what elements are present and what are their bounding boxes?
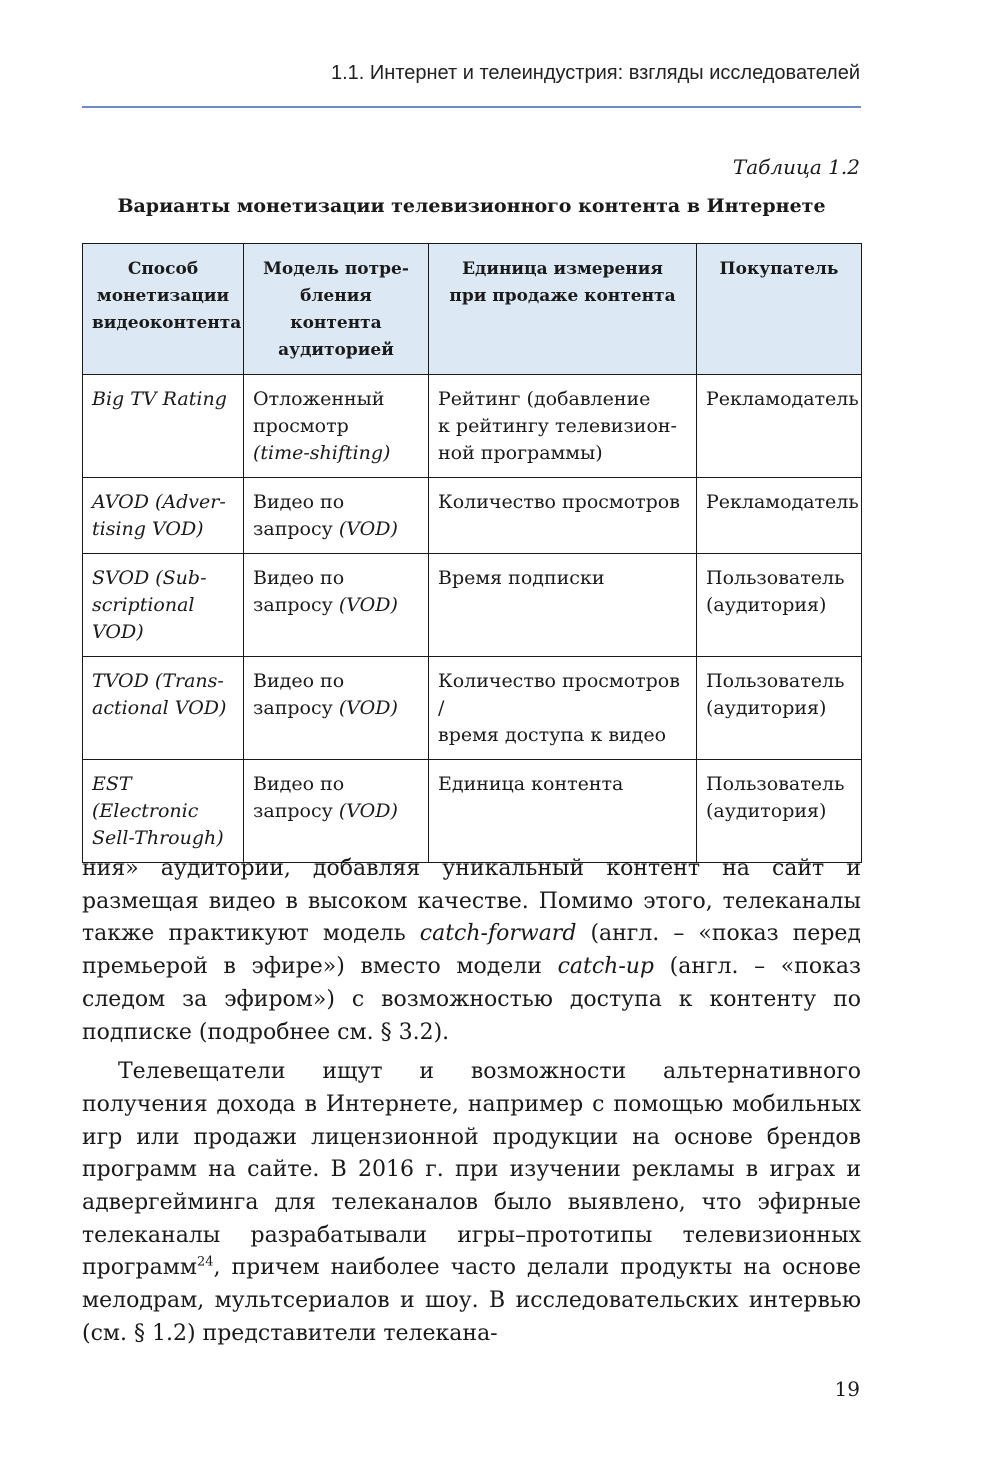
cell-unit-line: Количество просмотров — [438, 491, 680, 513]
table-row — [83, 375, 862, 478]
cell-buyer — [697, 760, 862, 863]
column-header-line: бления контента — [290, 286, 382, 333]
table-body — [83, 375, 862, 863]
column-header-line: монетизации — [96, 286, 230, 306]
cell-unit-line: Количество просмотров / — [438, 670, 680, 719]
column-header-method — [83, 244, 244, 375]
cell-method-line: VOD) — [92, 621, 144, 643]
monetization-table — [82, 243, 862, 863]
text-run: ния» аудитории, добавляя уникальный контент на сайт и размещая видео в высоком качестве. Помимо этого, телеканалы также практикуют модель — [82, 856, 861, 947]
cell-model — [244, 657, 429, 760]
cell-model-line: запросу — [253, 518, 339, 540]
body-text — [82, 853, 861, 1351]
column-header-buyer — [697, 244, 862, 375]
text-run: , причем наиболее часто делали продукты на основе мелодрам, мультсериалов и шоу. В исследовательских интервью (см. § 1.2) представители телекана- — [82, 1255, 861, 1346]
cell-unit-line: ной программы) — [438, 442, 603, 464]
cell-model-line: запросу — [253, 697, 339, 719]
cell-unit — [429, 760, 697, 863]
table-row — [83, 554, 862, 657]
cell-buyer — [697, 554, 862, 657]
italic-term: catch-forward — [419, 921, 577, 947]
cell-buyer-line: Пользователь — [706, 670, 845, 692]
cell-buyer-line: Пользователь — [706, 567, 845, 589]
text-run: (англ. – «показ перед премьерой в эфире») вместо модели — [82, 921, 861, 980]
cell-buyer — [697, 375, 862, 478]
cell-method — [83, 478, 244, 554]
table-row — [83, 478, 862, 554]
cell-method-line: actional VOD) — [92, 697, 227, 719]
cell-unit — [429, 375, 697, 478]
cell-model — [244, 478, 429, 554]
cell-model-line: Видео по — [253, 567, 345, 589]
cell-model-abbr: (VOD) — [338, 697, 398, 719]
column-header-line: Единица измерения — [462, 259, 663, 279]
cell-method-line: TVOD (Trans- — [92, 670, 224, 692]
table-row — [83, 760, 862, 863]
cell-model-line: запросу — [253, 800, 339, 822]
paragraph-2 — [82, 1056, 861, 1350]
cell-buyer-line: (аудитория) — [706, 800, 827, 822]
cell-model-line: (time-shifting) — [253, 442, 391, 464]
running-head: 1.1. Интернет и телеиндустрия: взгляды исследователей — [330, 62, 860, 84]
cell-model-line: Видео по — [253, 773, 345, 795]
cell-model-line: просмотр — [253, 415, 349, 437]
cell-buyer-line: Рекламодатель — [706, 388, 859, 410]
cell-method-line: EST (Electronic — [92, 773, 199, 822]
cell-buyer — [697, 657, 862, 760]
column-header-line: аудиторией — [278, 340, 394, 360]
cell-model — [244, 554, 429, 657]
cell-buyer — [697, 478, 862, 554]
cell-method-line: Big TV Rating — [92, 388, 227, 410]
paragraph-1 — [82, 853, 861, 1049]
cell-model-line: Видео по — [253, 491, 345, 513]
cell-model-line: Отложенный — [253, 388, 385, 410]
table-header-row — [83, 244, 862, 375]
cell-model-line: запросу — [253, 594, 339, 616]
column-header-line: Покупатель — [719, 259, 839, 279]
cell-model — [244, 760, 429, 863]
column-header-line: при продаже контента — [449, 286, 676, 306]
footnote-ref: 24 — [196, 1255, 214, 1271]
cell-model-abbr: (VOD) — [338, 594, 398, 616]
column-header-line: Модель потре- — [263, 259, 409, 279]
cell-method-line: scriptional — [92, 594, 195, 616]
cell-unit — [429, 657, 697, 760]
table-label: Таблица 1.2 — [732, 155, 860, 179]
cell-buyer-line: (аудитория) — [706, 697, 827, 719]
cell-model-abbr: (VOD) — [338, 800, 398, 822]
cell-buyer-line: Рекламодатель — [706, 491, 859, 513]
table-row — [83, 657, 862, 760]
page-number: 19 — [834, 1377, 860, 1401]
header-rule — [82, 106, 861, 108]
column-header-line: Способ — [127, 259, 199, 279]
cell-method — [83, 657, 244, 760]
cell-unit-line: Единица контента — [438, 773, 624, 795]
italic-term: catch-up — [557, 954, 655, 980]
cell-method — [83, 554, 244, 657]
table-title: Варианты монетизации телевизионного контента в Интернете — [117, 195, 826, 217]
column-header-model — [244, 244, 429, 375]
text-run: (англ. – «показ следом за эфиром») с возможностью доступа к контенту по подписке (подробнее см. § 3.2). — [82, 954, 861, 1045]
cell-method-line: tising VOD) — [92, 518, 204, 540]
cell-model — [244, 375, 429, 478]
cell-method-line: Sell-Through) — [92, 827, 224, 849]
cell-buyer-line: (аудитория) — [706, 594, 827, 616]
cell-model-abbr: (VOD) — [338, 518, 398, 540]
cell-unit — [429, 478, 697, 554]
cell-method-line: AVOD (Adver- — [92, 491, 226, 513]
column-header-line: видеоконтента — [92, 313, 242, 333]
cell-method-line: SVOD (Sub- — [92, 567, 207, 589]
cell-unit-line: Рейтинг (добавление — [438, 388, 651, 410]
cell-method — [83, 760, 244, 863]
cell-method — [83, 375, 244, 478]
cell-unit-line: к рейтингу телевизион- — [438, 415, 677, 437]
cell-model-line: Видео по — [253, 670, 345, 692]
cell-unit-line: время доступа к видео — [438, 724, 667, 746]
cell-unit — [429, 554, 697, 657]
column-header-unit — [429, 244, 697, 375]
cell-unit-line: Время подписки — [438, 567, 605, 589]
cell-buyer-line: Пользователь — [706, 773, 845, 795]
text-run: Телевещатели ищут и возможности альтернативного получения дохода в Интернете, например с помощью мобильных игр или продажи лицензионной продукции на основе брендов программ на сайте. В 2016 г. при изучении рекламы в играх и адвергейминга для телеканалов было выявлено, что эфирные телеканалы разрабатывали игры–прототипы телевизионных программ — [82, 1059, 861, 1281]
